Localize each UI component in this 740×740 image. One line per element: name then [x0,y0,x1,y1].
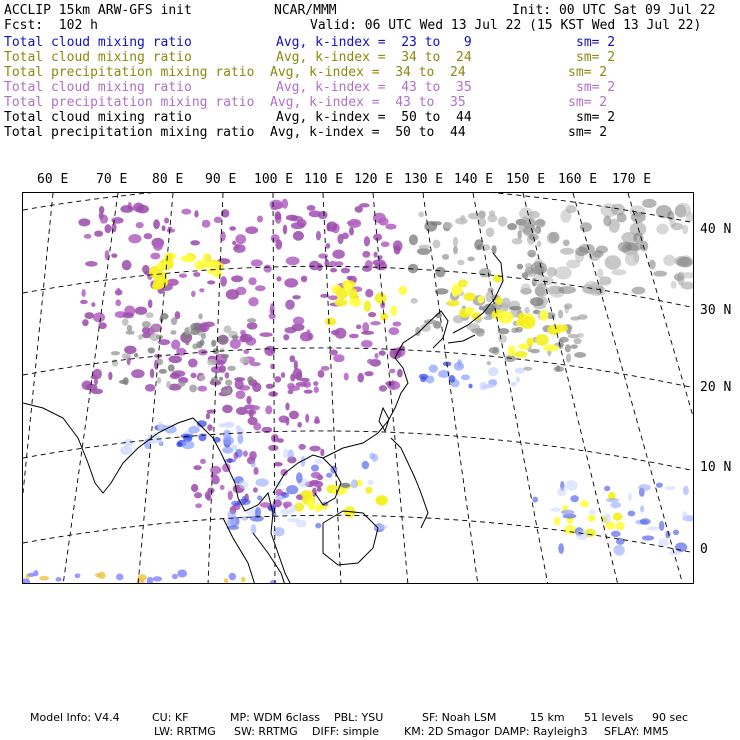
lon-label: 110 E [304,172,344,187]
legend-sm: sm= 2 [576,80,616,95]
footer-cu: CU: KF [152,711,189,724]
forecast-hour: Fcst: 102 h [4,18,98,33]
init-time: Init: 00 UTC Sat 09 Jul 22 [512,3,716,18]
map-canvas [23,193,694,584]
footer-timestep: 90 sec [652,711,689,724]
legend-label: Total cloud mixing ratio [4,35,192,50]
model-title: ACCLIP 15km ARW-GFS init [4,3,192,18]
legend-label: Total precipitation mixing ratio [4,65,255,80]
lon-label: 60 E [37,172,69,187]
coastlines [23,253,503,584]
footer-diff: DIFF: simple [312,725,380,738]
legend-sm: sm= 2 [568,125,608,140]
lat-label: 30 N [700,303,732,318]
legend-stat: Avg, k-index = 34 to 24 [270,65,466,80]
lat-label: 20 N [700,380,732,395]
footer-sw: SW: RRTMG [234,725,298,738]
lat-label: 0 [700,542,708,557]
legend-label: Total cloud mixing ratio [4,110,192,125]
lon-label: 170 E [612,172,652,187]
legend-stat: Avg, k-index = 43 to 35 [270,95,466,110]
lon-label: 100 E [254,172,294,187]
lon-label: 130 E [404,172,444,187]
map-panel[interactable] [22,192,694,584]
center-label: NCAR/MMM [274,3,337,18]
cloud-fields [23,199,694,584]
footer-damp: DAMP: Rayleigh3 [494,725,588,738]
valid-time: Valid: 06 UTC Wed 13 Jul 22 (15 KST Wed 13 Jul 22) [310,18,702,33]
footer-sflay: SFLAY: MM5 [604,725,669,738]
footer-km: KM: 2D Smagor [404,725,490,738]
footer-pbl: PBL: YSU [334,711,384,724]
legend-stat: Avg, k-index = 23 to 9 [276,35,472,50]
legend-sm: sm= 2 [576,50,616,65]
lon-label: 120 E [354,172,394,187]
legend-sm: sm= 2 [568,95,608,110]
legend-sm: sm= 2 [576,110,616,125]
footer-lw: LW: RRTMG [154,725,216,738]
footer-model-info: Model Info: V4.4 [30,711,120,724]
footer-sf: SF: Noah LSM [422,711,497,724]
legend-sm: sm= 2 [576,35,616,50]
lat-label: 40 N [700,222,732,237]
lon-label: 140 E [454,172,494,187]
footer-mp: MP: WDM 6class [230,711,320,724]
legend-label: Total precipitation mixing ratio [4,125,255,140]
lon-label: 150 E [506,172,546,187]
legend-label: Total precipitation mixing ratio [4,95,255,110]
lon-label: 160 E [558,172,598,187]
legend-stat: Avg, k-index = 50 to 44 [270,125,466,140]
footer-levels: 51 levels [584,711,634,724]
lon-label: 80 E [152,172,184,187]
legend-stat: Avg, k-index = 43 to 35 [276,80,472,95]
legend-sm: sm= 2 [568,65,608,80]
lon-label: 90 E [205,172,237,187]
footer-resolution: 15 km [530,711,565,724]
legend-stat: Avg, k-index = 50 to 44 [276,110,472,125]
legend-label: Total cloud mixing ratio [4,50,192,65]
lat-label: 10 N [700,460,732,475]
lon-label: 70 E [96,172,128,187]
legend-label: Total cloud mixing ratio [4,80,192,95]
legend-stat: Avg, k-index = 34 to 24 [276,50,472,65]
